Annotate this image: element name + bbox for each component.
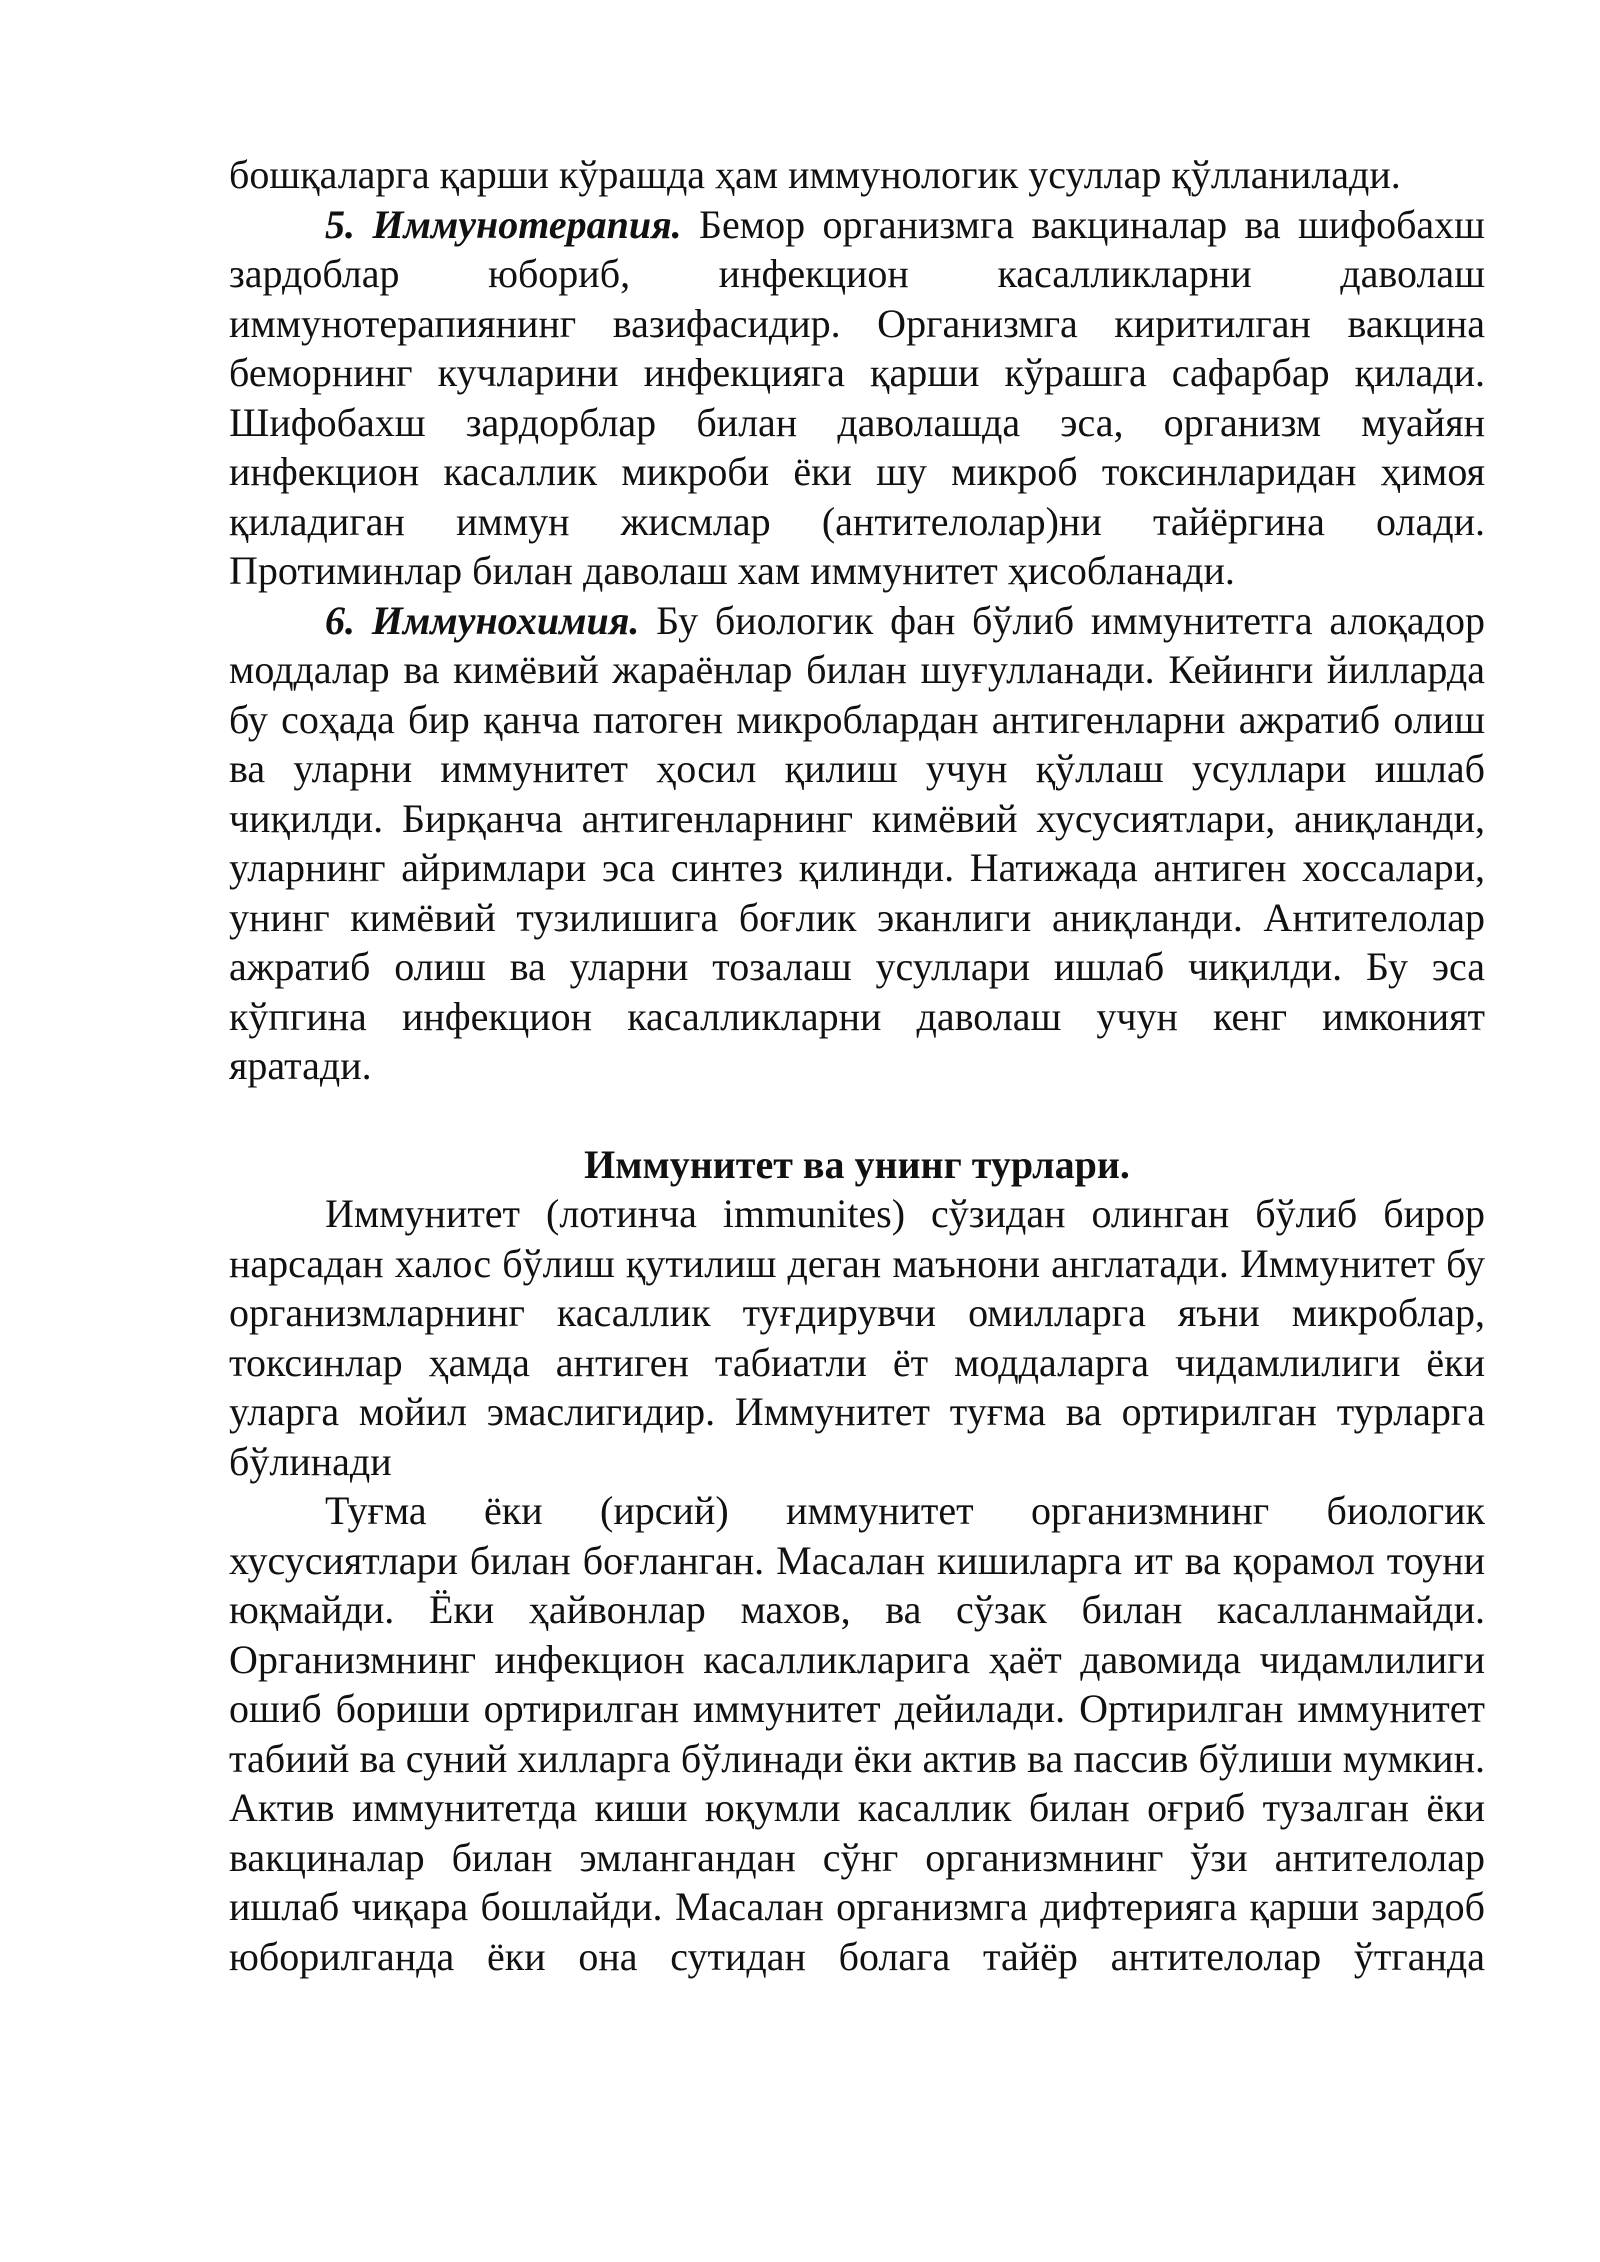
section-lead-immunotherapy: 5. Иммунотерапия. bbox=[325, 201, 682, 247]
paragraph-immunity: Иммунитет (лотинча immunites) сўзидан олинган бўлиб бирор нарсадан халос бўлиш қутилиш деган маънони англатади. Иммунитет бу организмларнинг касаллик туғдирувчи омилларга яъни микроблар, токсинлар ҳамда антиген табиатли ёт моддаларга чидамлилиги ёки уларга мойил эмаслигидир. Иммунитет туғма ва ортирилган турларга бўлинади bbox=[229, 1191, 1485, 1484]
paragraph-text: Бемор организмга вакциналар ва шифобахш зардоблар юбориб, инфекцион касалликларни даволаш иммунотерапиянинг вазифасидир. Организмга киритилган вакцина беморнинг кучларини инфекцияга қарши кўрашга сафарбар қилади. Шифобахш зардорблар билан даволашда эса, организм муайян инфекцион касаллик микроби ёки шу микроб токсинларидан ҳимоя қиладиган иммун жисмлар (антителолар)ни тайёргина олади. Протиминлар билан даволаш хам иммунитет ҳисобланади. bbox=[229, 201, 1485, 593]
paragraph-immunochemistry bbox=[229, 596, 1485, 1091]
paragraph-text: Бу биологик фан бўлиб иммунитетга алоқадор моддалар ва кимёвий жараёнлар билан шуғулланади. Кейинги йилларда бу соҳада бир қанча патоген микроблардан антигенларни ажратиб олиш ва уларни иммунитет ҳосил қилиш учун қўллаш усуллари ишлаб чиқилди. Бирқанча антигенларнинг кимёвий хусусиятлари, аниқланди, уларнинг айримлари эса синтез қилинди. Натижада антиген хоссалари, унинг кимёвий тузилишига боғлик эканлиги аниқланди. Антителолар ажратиб олиш ва уларни тозалаш усуллари ишлаб чиқилди. Бу эса кўпгина инфекцион касалликларни даволаш учун кенг имконият яратади. bbox=[229, 597, 1485, 1088]
paragraph-innate-immunity: Туғма ёки (ирсий) иммунитет организмнинг биологик хусусиятлари билан боғланган. Масалан кишиларга ит ва қорамол тоуни юқмайди. Ёки ҳайвонлар махов, ва сўзак билан касалланмайди. Организмнинг инфекцион касалликларига ҳаёт давомида чидамлилиги ошиб бориши ортирилган иммунитет дейилади. Ортирилган иммунитет табиий ва суний хилларга бўлинади ёки актив ва пассив бўлиши мумкин. Актив иммунитетда киши юқумли касаллик билан оғриб тузалган ёки вакциналар билан эмлангандан сўнг организмнинг ўзи антителолар ишлаб чиқара бошлайди. Масалан организмга дифтерияга қарши зардоб юборилганда ёки она сутидан болага тайёр антителолар ўтганда bbox=[229, 1488, 1485, 1979]
section-lead-immunochemistry: 6. Иммунохимия. bbox=[325, 597, 640, 643]
paragraph-immunotherapy bbox=[229, 200, 1485, 596]
section-heading: Иммунитет ва унинг турлари. bbox=[584, 1141, 1130, 1187]
document-page bbox=[229, 150, 1485, 1981]
paragraph-continuation: бошқаларга қарши кўрашда ҳам иммунологик усуллар қўлланилади. bbox=[229, 152, 1401, 197]
